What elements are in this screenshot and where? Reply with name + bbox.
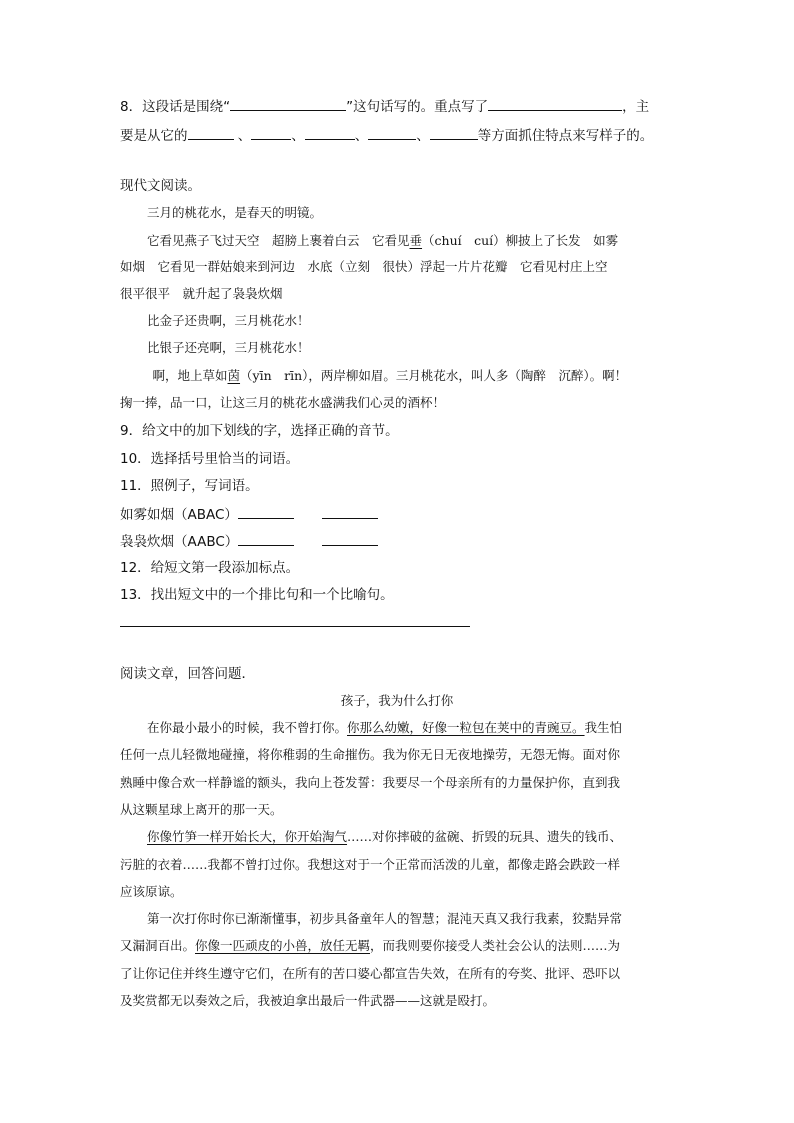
answer-blank[interactable] <box>238 531 294 546</box>
question-13: 13．找出短文中的一个排比句和一个比喻句。 <box>120 587 394 603</box>
article-para3-line4: 及奖赏都无以奏效之后，我被迫拿出最后一件武器——这就是殴打。 <box>120 993 496 1008</box>
article-title: 孩子，我为什么打你 <box>340 693 454 708</box>
article-text: 在你最小最小的时候，我不曾打你。 <box>147 720 348 735</box>
q8-answer-blank-2[interactable] <box>488 96 622 111</box>
question-9: 9．给文中的加下划线的字，选择正确的音节。 <box>120 423 399 439</box>
article-text: ，而我则要你接受人类社会公认的法则……为 <box>370 938 621 953</box>
example-word: 如雾如烟（ABAC） <box>120 507 238 523</box>
question-10: 10．选择括号里恰当的词语。 <box>120 451 300 467</box>
passage-text: （chuí cuí）柳披上了长发 如雾 <box>422 233 619 248</box>
underlined-sentence-2: 你像竹笋一样开始长大，你开始淘气 <box>147 829 348 844</box>
underlined-sentence-3: 你像一匹顽皮的小兽，放任无羁 <box>195 938 371 953</box>
article-para1-line3: 熟睡中像合欢一样静谧的额头，我向上苍发誓：我要尽一个母亲所有的力量保护你，直到我 <box>120 775 621 790</box>
q8-blank-7[interactable] <box>430 125 478 140</box>
example-word: 袅袅炊烟（AABC） <box>120 534 239 550</box>
question-11-row-b <box>120 531 378 552</box>
q8-line2-text: 要是从它的 <box>120 128 188 144</box>
section2-heading: 阅读文章，回答问题． <box>120 666 255 682</box>
passage-text: 它看见燕子飞过天空 超膀上裹着白云 它看见 <box>147 233 410 248</box>
article-text: 又漏洞百出。 <box>120 938 196 953</box>
q8-blank-6[interactable] <box>368 125 416 140</box>
q8-line1 <box>120 96 649 117</box>
question-12: 12．给短文第一段添加标点。 <box>120 560 300 576</box>
q8-answer-blank-1[interactable] <box>230 96 346 111</box>
answer-blank[interactable] <box>238 504 294 519</box>
passage1-para1: 三月的桃花水，是春天的明镜。 <box>147 205 323 220</box>
q8-line2-end: 等方面抓住特点来写样子的。 <box>477 128 654 144</box>
answer-blank[interactable] <box>322 504 378 519</box>
passage1-para2-line2: 如烟 它看见一群姑娘来到河边 水底（立刻 很快）浮起一片片花瓣 它看见村庄上空 <box>120 259 608 274</box>
q8-text-a: 8．这段话是围绕“ <box>120 99 231 115</box>
article-para3-line3: 了让你记住并终生遵守它们，在所有的苦口婆心都宣告失效，在所有的夸奖、批评、恐吓以 <box>120 966 621 981</box>
passage1-para4: 比银子还亮啊，三月桃花水！ <box>147 340 310 355</box>
passage1-para5-line2: 掬一捧，品一口，让这三月的桃花水盛满我们心灵的酒杯！ <box>120 395 446 410</box>
q8-separator: 、 <box>237 128 252 144</box>
article-text: 我生怕 <box>584 720 623 735</box>
article-para3-line1: 第一次打你时你已渐渐懂事，初步具备童年人的智慧；混沌天真又我行我素，狡黠异常 <box>147 911 623 926</box>
underlined-sentence-1: 你那么幼嫩，好像一粒包在荚中的青豌豆。 <box>347 720 585 735</box>
question-11-row-a <box>120 504 378 525</box>
article-para1-line2: 任何一点儿轻微地碰撞，将你稚弱的生命摧伤。我为你无日无夜地操劳，无怨无悔。面对你 <box>120 747 621 762</box>
q8-blank-4[interactable] <box>251 125 291 140</box>
question-11: 11．照例子，写词语。 <box>120 478 259 494</box>
q8-separator: 、 <box>354 128 369 144</box>
article-text: ……对你摔破的盆碗、折毁的玩具、遗失的钱币、 <box>347 829 623 844</box>
passage1-para2-line1 <box>147 231 618 251</box>
q8-blank-5[interactable] <box>305 125 355 140</box>
article-para2-line2: 污脏的衣着……我都不曾打过你。我想这对于一个正常而活泼的儿童，都像走路会跌跤一样 <box>120 857 621 872</box>
q8-line2 <box>120 125 653 146</box>
article-para2-line1 <box>147 827 622 847</box>
section1-heading: 现代文阅读。 <box>120 178 201 194</box>
q8-text-b: ”这句话写的。重点写了 <box>346 99 489 115</box>
passage-text: 啊，地上草如 <box>140 368 228 383</box>
article-para1-line1 <box>147 718 622 738</box>
q8-blank-3[interactable] <box>188 125 234 140</box>
underlined-char-yin: 茵 <box>227 368 241 383</box>
q8-separator: 、 <box>291 128 305 144</box>
article-para2-line3: 应该原谅。 <box>120 884 183 899</box>
article-para1-line4: 从这颗星球上离开的那一天。 <box>120 802 283 817</box>
passage-text: （yīn rīn），两岸柳如眉。三月桃花水，叫人多（陶醉 沉醉）。啊！ <box>240 368 628 383</box>
answer-blank[interactable] <box>322 531 378 546</box>
passage1-para5-line1 <box>140 366 627 386</box>
passage1-para3: 比金子还贵啊，三月桃花水！ <box>147 313 310 328</box>
answer-line[interactable] <box>120 626 470 627</box>
q8-text-c: ，主 <box>622 99 650 115</box>
underlined-char-chui: 垂 <box>409 233 423 248</box>
q8-separator: 、 <box>416 128 430 144</box>
article-para3-line2 <box>120 936 620 956</box>
passage1-para2-line3: 很平很平 就升起了袅袅炊烟 <box>120 286 283 301</box>
